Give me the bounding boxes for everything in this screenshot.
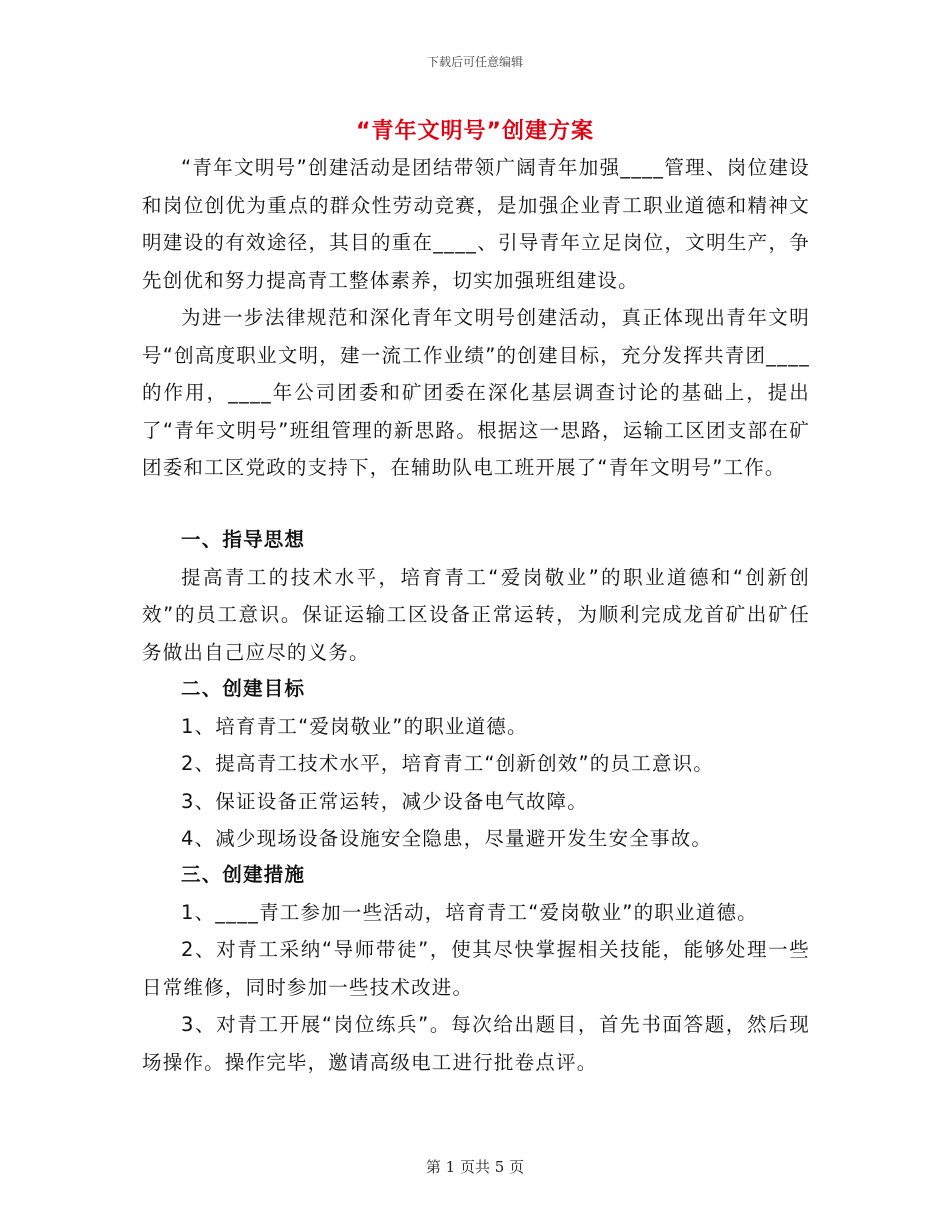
page-footer: 第 1 页共 5 页 <box>425 1158 525 1176</box>
section-heading: 二、创建目标 <box>181 677 306 700</box>
list-item: 1、培育青工“爱岗敬业”的职业道德。 <box>181 714 528 738</box>
list-item: 2、对青工采纳“导师带徒”，使其尽快掌握相关技能，能够处理一些日常维修，同时参加一些技术改进。 <box>142 938 810 999</box>
list-item: 2、提高青工技术水平，培育青工“创新创效”的员工意识。 <box>181 752 715 775</box>
document-title: “青年文明号”创建方案 <box>356 119 594 144</box>
list-item: 4、减少现场设备设施安全隐患，尽量避开发生安全事故。 <box>181 827 713 850</box>
intro-paragraph-2: 为进一步法律规范和深化青年文明号创建活动，真正体现出青年文明号“创高度职业文明，建一流工作业绩”的创建目标，充分发挥共青团____的作用，____年公司团委和矿团委在深化基层调查讨论的基础上，提出了“青年文明号”班组管理的新思路。根据这一思路，运输工区团支部在矿团委和工区党政的支持下，在辅助队电工班开展了“青年文明号”工作。 <box>142 306 810 479</box>
intro-paragraph-1: “青年文明号”创建活动是团结带领广阔青年加强____管理、岗位建设和岗位创优为重点的群众性劳动竞赛，是加强企业青工职业道德和精神文明建设的有效途径，其目的重在____、引导青年立足岗位，文明生产，争先创优和努力提高青工整体素养，切实加强班组建设。 <box>142 156 810 292</box>
section-guiding-ideology <box>142 521 810 671</box>
section-measures <box>142 856 810 1081</box>
header-note: 下载后可任意编辑 <box>426 55 523 69</box>
list-item: 3、对青工开展“岗位练兵”。每次给出题目，首先书面答题，然后现场操作。操作完毕，邀请高级电工进行批卷点评。 <box>142 1013 810 1074</box>
section-heading: 三、创建措施 <box>181 863 306 886</box>
list-item: 3、保证设备正常运转，减少设备电气故障。 <box>181 789 588 813</box>
section-paragraph: 提高青工的技术水平，培育青工“爱岗敬业”的职业道德和“创新创效”的员工意识。保证运输工区设备正常运转，为顺利完成龙首矿出矿任务做出自己应尽的义务。 <box>142 565 810 664</box>
list-item: 1、____青工参加一些活动，培育青工“爱岗敬业”的职业道德。 <box>181 900 758 924</box>
intro-section <box>142 149 810 487</box>
section-heading: 一、指导思想 <box>181 528 306 551</box>
section-goals <box>142 670 810 858</box>
